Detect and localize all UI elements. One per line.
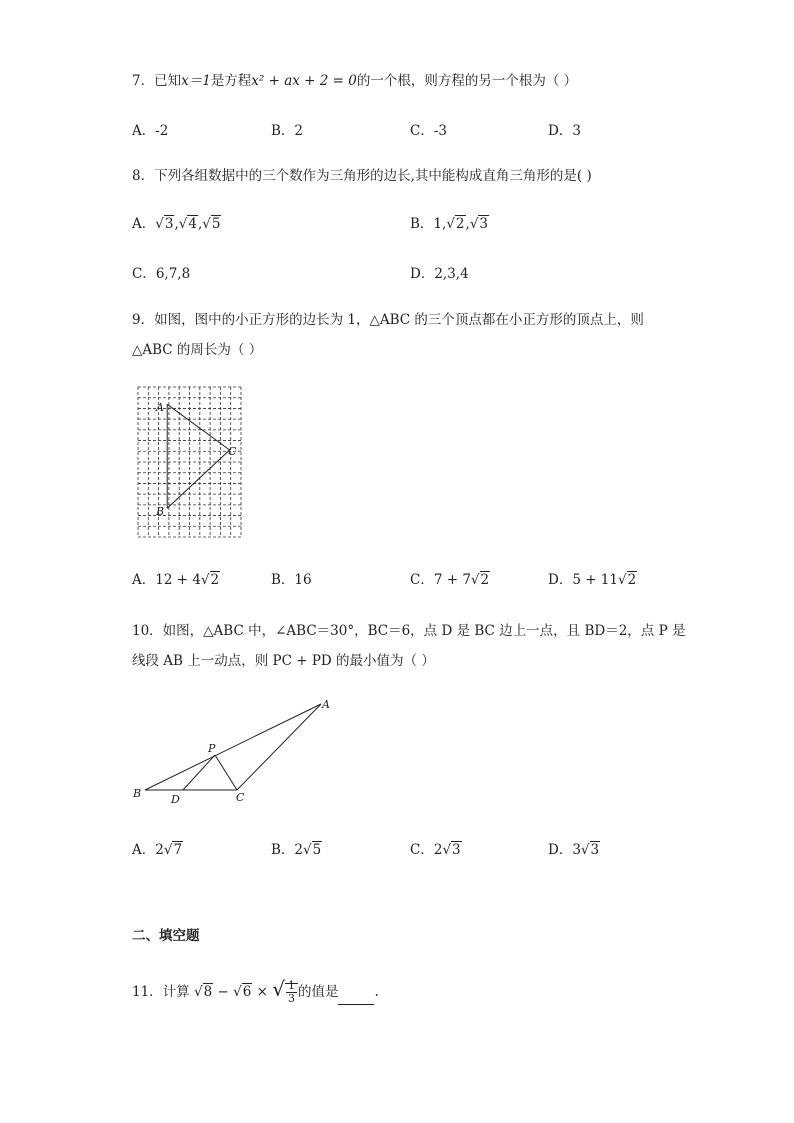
question-11 [132, 976, 379, 1005]
q10-option-a[interactable] [132, 840, 183, 860]
q7-mid: 是方程 [210, 73, 252, 89]
question-9-line2: △ABC 的周长为（ ） [132, 342, 263, 358]
q7-option-b[interactable]: B．2 [271, 123, 304, 139]
sqrt: √7 [163, 842, 183, 858]
q7-suffix: 的一个根，则方程的另一个根为（ ） [356, 73, 578, 89]
q8-option-a[interactable]: A．√3,√4,√5 [132, 216, 221, 232]
sqrt5: √5 [202, 216, 221, 232]
sqrt2: √2 [446, 216, 465, 232]
label-c: C [228, 445, 237, 458]
label-b: B [133, 787, 142, 800]
question-10-line1: 10．如图，△ABC 中，∠ABC＝30°，BC＝6，点 D 是 BC 边上一点，且 BD＝2，点 P 是 [132, 623, 686, 639]
q11-minus: − [217, 984, 229, 1000]
question-9-line1: 9．如图，图中的小正方形的边长为 1，△ABC 的三个顶点都在小正方形的顶点上，则 [132, 312, 644, 328]
q8-option-d[interactable]: D．2,3,4 [410, 266, 469, 282]
q8-option-b[interactable]: B．1,√2,√3 [410, 216, 489, 232]
q8-option-c[interactable]: C．6,7,8 [132, 266, 191, 282]
sqrt2: √2 [470, 572, 490, 588]
q10-option-c-coef: 2 [433, 842, 443, 858]
q11-prefix: 11．计算 [132, 984, 190, 1000]
q10-option-b-label: B． [271, 842, 295, 858]
section-title-fill-in: 二、填空题 [132, 928, 200, 944]
question-8: 8．下列各组数据中的三个数作为三角形的边长,其中能构成直角三角形的是( ) [132, 168, 592, 184]
q9-option-c-label: C． [410, 572, 434, 588]
sqrt: √3 [442, 842, 461, 858]
label-b: B [156, 505, 165, 518]
sqrt-one-third: √ $\frac{1}{3}$ [272, 976, 298, 1005]
answer-blank[interactable] [338, 990, 374, 1005]
sqrt8: √8 [193, 984, 213, 1000]
sqrt4: √4 [178, 216, 197, 232]
q7-option-d[interactable]: D．3 [548, 123, 581, 139]
q7-option-c[interactable]: C．-3 [410, 123, 447, 139]
q7-equation: x² + ax + 2 = 0 [251, 73, 357, 89]
segment-ca [237, 704, 321, 790]
sqrt: √5 [303, 842, 322, 858]
question-7 [132, 71, 577, 91]
q11-times: × [256, 984, 268, 1000]
q10-option-d[interactable] [548, 840, 600, 860]
q8-option-b-label: B．1, [410, 216, 447, 232]
q11-end: . [374, 984, 379, 1000]
q10-option-d-label: D． [548, 842, 573, 858]
label-a: A [322, 698, 330, 711]
q7-prefix: 7．已知 [132, 73, 182, 89]
q9-option-a-expr: 12 + 4 [155, 572, 201, 588]
q9-option-d-label: D． [548, 572, 573, 588]
q9-option-c-expr: 7 + 7 [433, 572, 471, 588]
sqrt3: √3 [155, 216, 174, 232]
q7-condition: x＝1 [181, 73, 211, 89]
sqrt3: √3 [469, 216, 489, 232]
sqrt2: √2 [618, 572, 637, 588]
q9-option-a-label: A． [132, 572, 156, 588]
segment-pc [215, 755, 237, 790]
sqrt: √3 [580, 842, 600, 858]
q10-option-b-coef: 2 [294, 842, 304, 858]
q9-option-d-expr: 5 + 11 [572, 572, 618, 588]
segment-pd [183, 755, 215, 790]
q8-option-a-label: A． [132, 216, 156, 232]
q9-option-b[interactable]: B．16 [271, 572, 312, 588]
q10-option-c[interactable] [410, 840, 462, 860]
q10-option-d-coef: 3 [572, 842, 581, 858]
q10-option-c-label: C． [410, 842, 434, 858]
sqrt2: √2 [200, 572, 220, 588]
q10-option-a-coef: 2 [155, 842, 164, 858]
question-10-line2: 线段 AB 上一动点，则 PC + PD 的最小值为（ ） [132, 653, 435, 669]
label-p: P [208, 742, 216, 755]
q11-suffix: 的值是 [297, 984, 339, 1000]
sqrt6: √6 [233, 984, 252, 1000]
q9-option-a[interactable] [132, 570, 220, 590]
q9-option-c[interactable] [410, 570, 490, 590]
q9-grid-figure [130, 382, 250, 542]
q10-triangle-figure [128, 694, 338, 809]
q7-option-a[interactable]: A．-2 [132, 123, 169, 139]
label-d: D [171, 793, 180, 806]
label-c: C [236, 791, 245, 804]
q10-option-a-label: A． [132, 842, 156, 858]
label-a: A [156, 401, 164, 414]
q9-option-d[interactable] [548, 570, 637, 590]
segment-ba [145, 704, 321, 790]
q10-option-b[interactable] [271, 840, 322, 860]
